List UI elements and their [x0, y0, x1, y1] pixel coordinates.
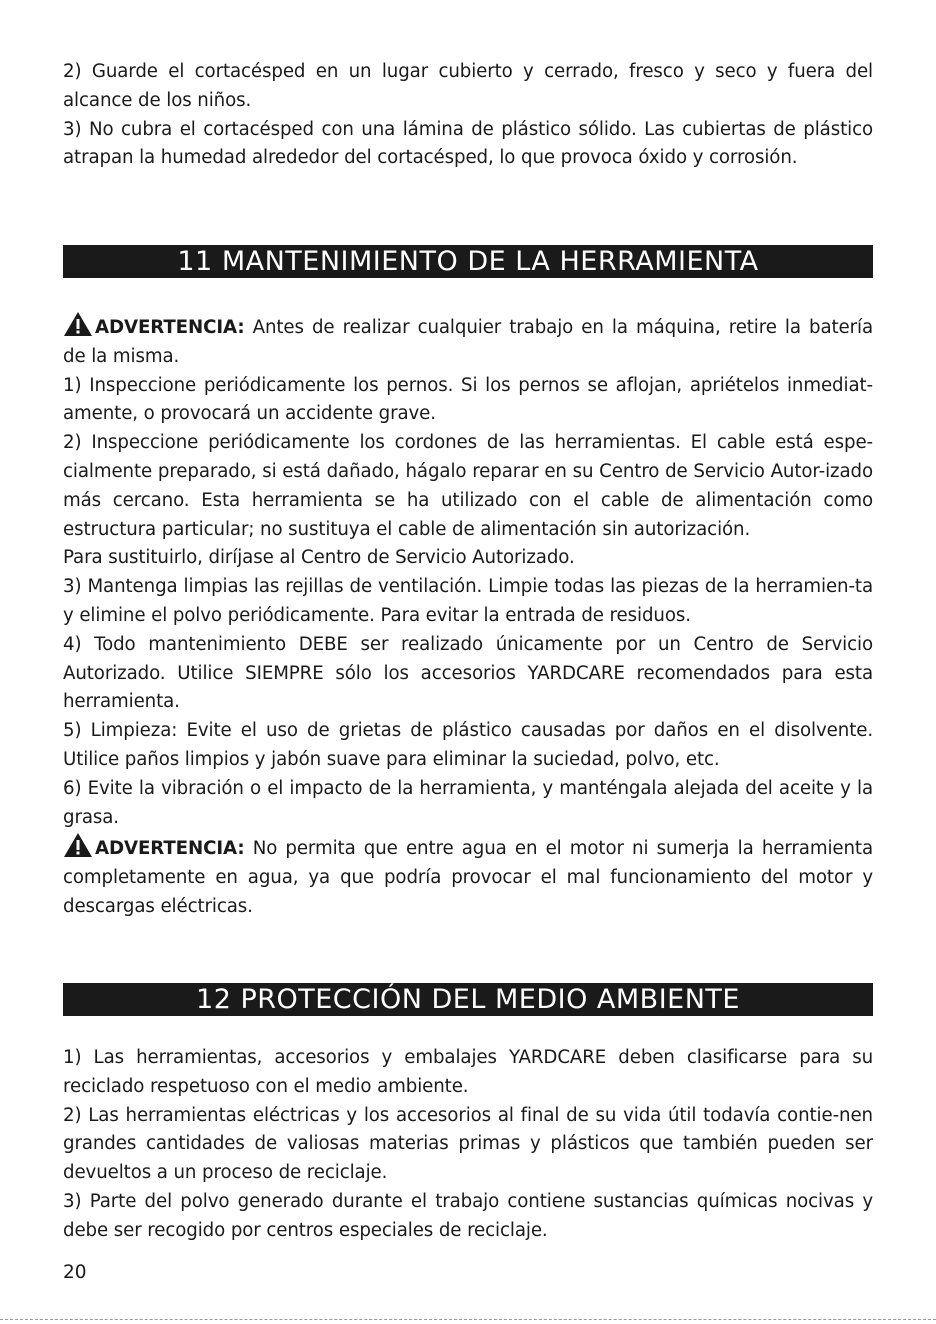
intro-paragraph: 2) Guarde el cortacésped en un lugar cubierto y cerrado, fresco y seco y fuera del alcance de los niños. — [63, 61, 873, 111]
maintenance-item: 6) Evite la vibración o el impacto de la herramienta, y manténgala alejada del aceite y la grasa. — [63, 777, 873, 828]
warning-text: Antes de realizar cualquier trabajo en la máquina, retire la batería de la misma. — [63, 317, 873, 367]
warning-label: ADVERTENCIA: — [95, 838, 245, 860]
warning-text: No permita que entre agua en el motor ni sumerja la herramienta completamente en agua, ya que podría provocar el mal funcionamiento del motor y descargas eléctricas. — [63, 838, 873, 917]
section-12-body — [63, 1044, 873, 1246]
warning-label: ADVERTENCIA: — [95, 317, 245, 338]
maintenance-item: 1) Inspeccione periódicamente los pernos. Si los pernos se aflojan, apriételos inmediat-amente, o provocará un accidente grave. — [63, 374, 873, 425]
warning-triangle-icon — [63, 832, 93, 858]
bottom-divider — [0, 1319, 936, 1320]
intro-text — [63, 58, 873, 173]
intro-paragraph: 3) No cubra el cortacésped con una lámina de plástico sólido. Las cubiertas de plástico atrapan la humedad alrededor del cortacésped, lo que provoca óxido y corrosión. — [63, 118, 873, 169]
section-11-body — [63, 311, 873, 922]
maintenance-item: 2) Inspeccione periódicamente los cordones de las herramientas. El cable está espe-cialmente preparado, si está dañado, hágalo reparar en su Centro de Servicio Autor-izado más cercano. Esta herramienta se ha utilizado con el cable de alimentación como estructura particular; no sustituya el cable de alimentación sin autorización. — [63, 432, 873, 540]
warning-paragraph — [63, 832, 873, 921]
environment-item: 3) Parte del polvo generado durante el trabajo contiene sustancias químicas nocivas y debe ser recogido por centros especiales de reciclaje. — [63, 1190, 873, 1241]
maintenance-item: 5) Limpieza: Evite el uso de grietas de plástico causadas por daños en el disolvente. Utilice paños limpios y jabón suave para eliminar la suciedad, polvo, etc. — [63, 720, 873, 770]
warning-triangle-icon — [63, 311, 93, 337]
environment-item: 1) Las herramientas, accesorios y embalajes YARDCARE deben clasificarse para su reciclado respetuoso con el medio ambiente. — [63, 1047, 873, 1097]
section-11-heading: 11 MANTENIMIENTO DE LA HERRAMIENTA — [63, 245, 873, 278]
page-number: 20 — [63, 1262, 87, 1283]
environment-item: 2) Las herramientas eléctricas y los accesorios al final de su vida útil todavía contie-nen grandes cantidades de valiosas materias primas y plásticos que también pueden ser devueltos a un proceso de reciclaje. — [63, 1104, 873, 1184]
section-12-heading: 12 PROTECCIÓN DEL MEDIO AMBIENTE — [63, 983, 873, 1016]
maintenance-item: Para sustituirlo, diríjase al Centro de Servicio Autorizado. — [63, 547, 575, 569]
maintenance-item: 4) Todo mantenimiento DEBE ser realizado únicamente por un Centro de Servicio Autorizado. Utilice SIEMPRE sólo los accesorios YARDCARE recomendados para esta herramienta. — [63, 633, 873, 713]
maintenance-item: 3) Mantenga limpias las rejillas de ventilación. Limpie todas las piezas de la herramien-ta y elimine el polvo periódicamente. Para evitar la entrada de residuos. — [63, 576, 873, 626]
warning-paragraph — [63, 311, 873, 372]
